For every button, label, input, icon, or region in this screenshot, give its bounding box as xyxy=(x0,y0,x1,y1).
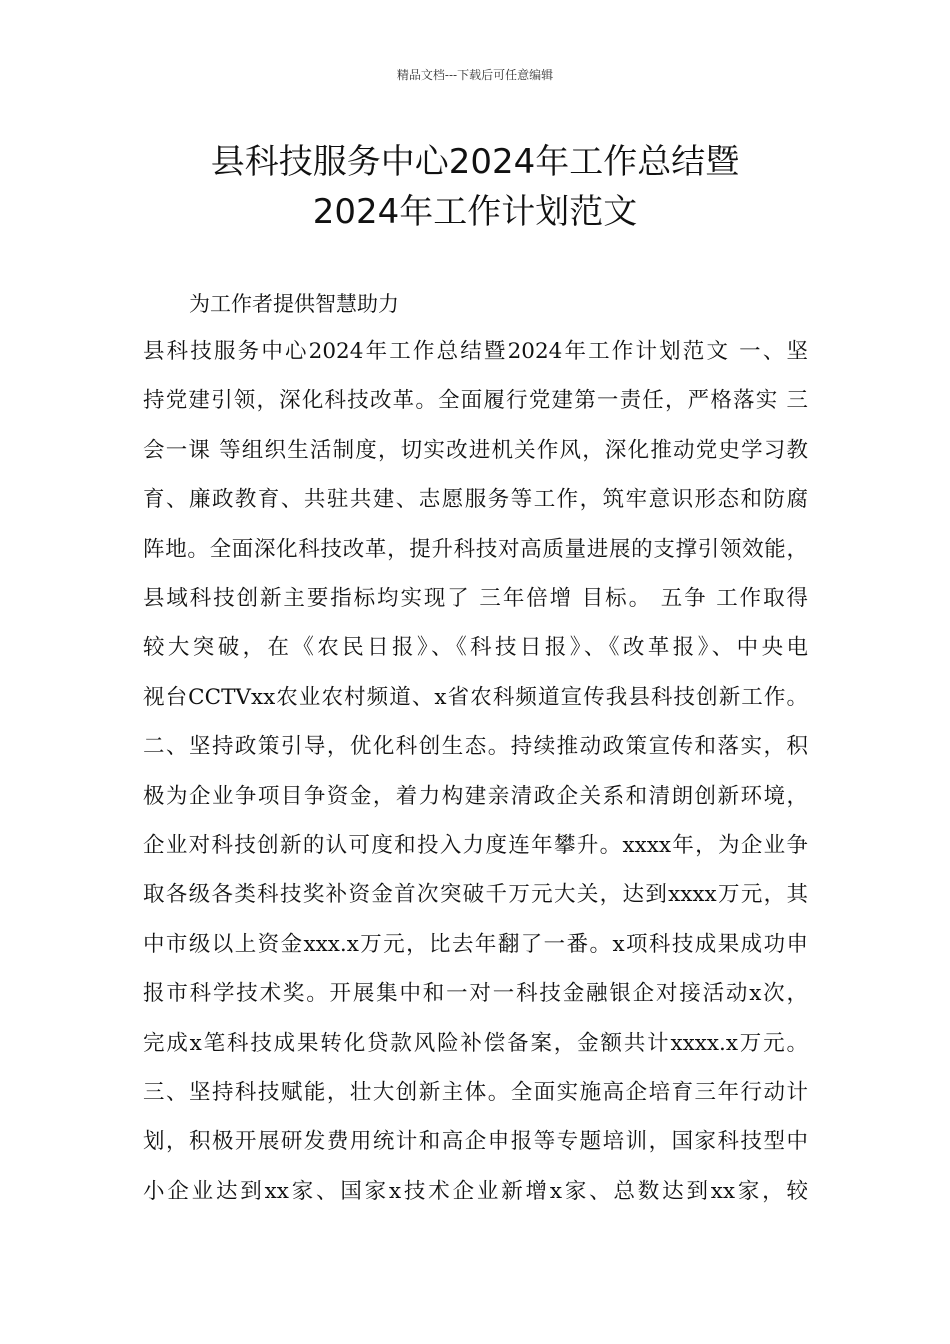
body-text-line: 极为企业争项目争资金，着力构建亲清政企关系和清朗创新环境， xyxy=(143,783,808,809)
body-text-line: 小企业达到xx家、国家x技术企业新增x家、总数达到xx家，较 xyxy=(143,1178,808,1204)
body-text-line: 视台CCTVxx农业农村频道、x省农科频道宣传我县科技创新工作。 xyxy=(143,684,808,710)
page-header: 精品文档---下载后可任意编辑 xyxy=(396,68,554,82)
body-text-line: 县科技服务中心2024年工作总结暨2024年工作计划范文 一、坚 xyxy=(143,339,808,364)
subtitle: 为工作者提供智慧助力 xyxy=(189,292,399,316)
body-text-line: 会一课 等组织生活制度，切实改进机关作风，深化推动党史学习教 xyxy=(143,437,808,463)
document-title-line-1: 县科技服务中心2024年工作总结暨 xyxy=(210,142,740,182)
body-text-line: 划，积极开展研发费用统计和高企申报等专题培训，国家科技型中 xyxy=(143,1129,808,1155)
body-text-line: 持党建引领，深化科技改革。全面履行党建第一责任，严格落实 三 xyxy=(143,388,808,414)
body-text-line: 取各级各类科技奖补资金首次突破千万元大关，达到xxxx万元，其 xyxy=(143,882,808,908)
body-text-line: 阵地。全面深化科技改革，提升科技对高质量进展的支撑引领效能， xyxy=(143,536,808,562)
body-text-line: 县域科技创新主要指标均实现了 三年倍增 目标。 五争 工作取得 xyxy=(143,586,808,611)
body-text-line: 完成x笔科技成果转化贷款风险补偿备案，金额共计xxxx.x万元。 xyxy=(143,1030,808,1056)
body-text-line: 企业对科技创新的认可度和投入力度连年攀升。xxxx年，为企业争 xyxy=(143,833,808,858)
body-text-line: 三、坚持科技赋能，壮大创新主体。全面实施高企培育三年行动计 xyxy=(143,1080,808,1105)
body-text-line: 二、坚持政策引导，优化科创生态。持续推动政策宣传和落实，积 xyxy=(143,734,808,760)
body-text-line: 育、廉政教育、共驻共建、志愿服务等工作，筑牢意识形态和防腐 xyxy=(143,487,808,513)
document-title-line-2: 2024年工作计划范文 xyxy=(312,192,638,232)
body-text-line: 报市科学技术奖。开展集中和一对一科技金融银企对接活动x次， xyxy=(143,981,808,1007)
body-text-line: 中市级以上资金xxx.x万元，比去年翻了一番。x项科技成果成功申 xyxy=(143,931,808,957)
body-text-line: 较大突破，在《农民日报》、《科技日报》、《改革报》、中央电 xyxy=(143,635,808,661)
